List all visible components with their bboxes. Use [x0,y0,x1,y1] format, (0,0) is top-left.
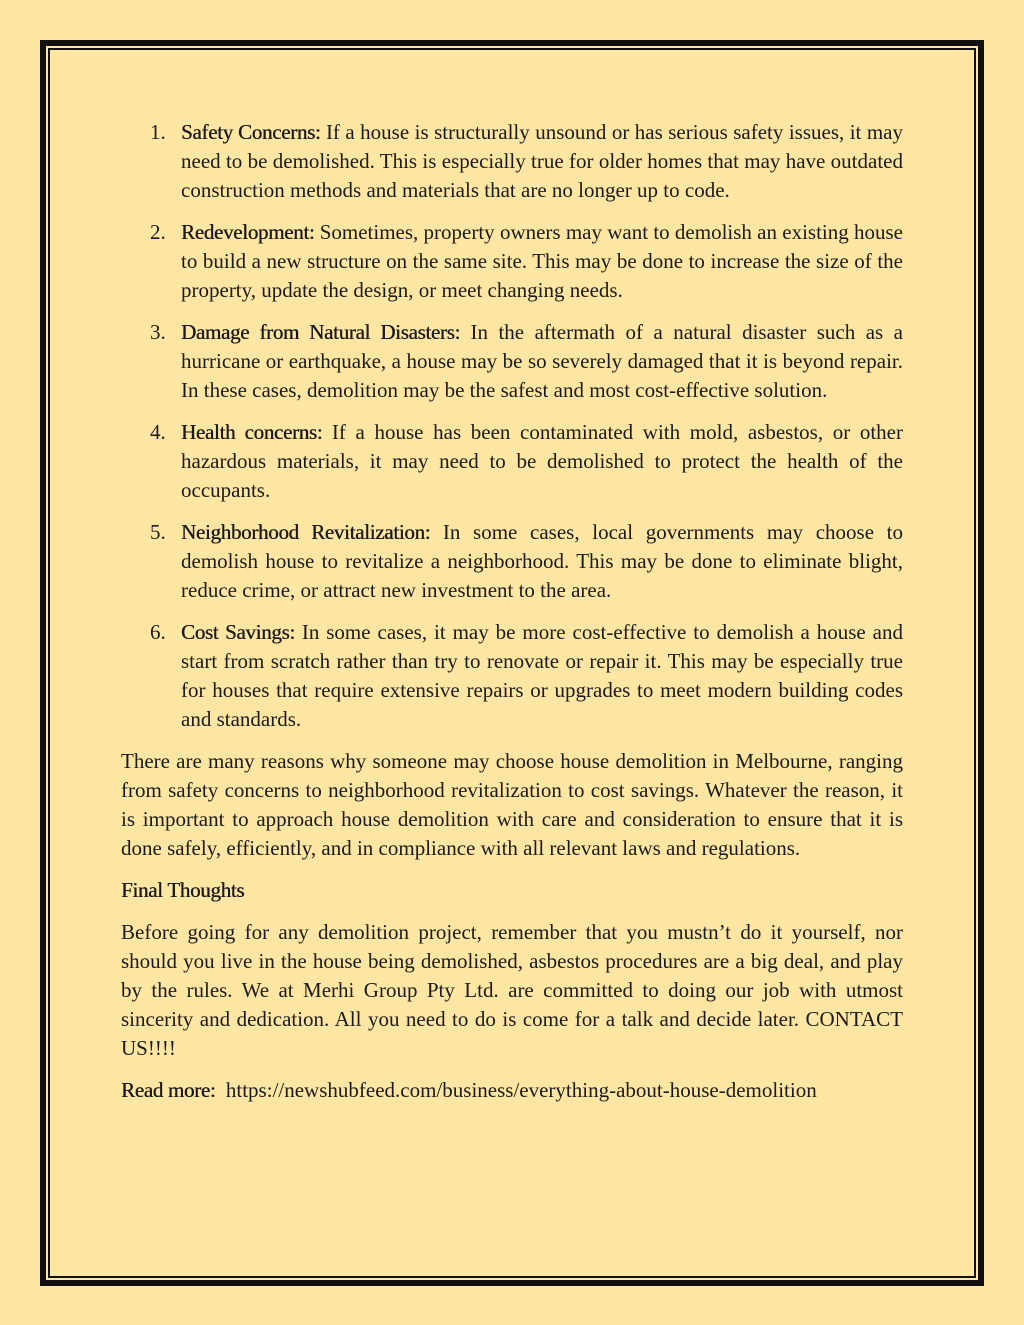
list-item-safety-concerns [121,118,903,205]
list-item-text: In the aftermath of a natural disaster such as a hurricane or earthquake, a house may be so severely damaged that it is beyond repair. In these cases, demolition may be the safest and most cost-effective solution. [181,320,903,402]
list-item-text: In some cases, it may be more cost-effective to demolish a house and start from scratch rather than try to renovate or repair it. This may be especially true for houses that require extensive repairs or upgrades to meet modern building codes and standards. [181,620,903,731]
list-item-title: Cost Savings: [181,620,295,644]
list-number: 2. [150,220,166,244]
list-item-text: If a house has been contaminated with mold, asbestos, or other hazardous materials, it may need to be demolished to protect the health of the occupants. [181,420,903,502]
list-number: 1. [150,120,166,144]
list-item-neighborhood-revitalization [121,518,903,605]
list-number: 6. [150,620,166,644]
list-item-text: In some cases, local governments may choose to demolish house to revitalize a neighborhood. This may be done to eliminate blight, reduce crime, or attract new investment to the area. [181,520,904,602]
list-item-title: Safety Concerns: [181,120,321,144]
list-item-text: Sometimes, property owners may want to demolish an existing house to build a new structure on the same site. This may be done to increase the size of the property, update the design, or meet changing needs. [181,220,904,302]
list-number: 5. [150,520,166,544]
list-item-cost-savings [121,618,903,734]
read-more-label: Read more: [121,1078,216,1102]
final-thoughts-heading: Final Thoughts [121,878,245,902]
summary-paragraph: There are many reasons why someone may choose house demolition in Melbourne, ranging from safety concerns to neighborhood revitalization to cost savings. Whatever the reason, it is important to approach house demolition with care and consideration to ensure that it is done safely, efficiently, and in compliance with all relevant laws and regulations. [121,749,903,860]
read-more-line [121,1076,903,1105]
list-item-title: Damage from Natural Disasters: [181,320,461,344]
read-more-link[interactable]: https://newshubfeed.com/business/everything-about-house-demolition [225,1078,817,1102]
list-item-health-concerns [121,418,903,505]
list-item-redevelopment [121,218,903,305]
list-item-natural-disasters [121,318,903,405]
list-number: 4. [150,420,166,444]
final-thoughts-paragraph: Before going for any demolition project, remember that you mustn’t do it yourself, nor should you live in the house being demolished, asbestos procedures are a big deal, and play by the rules. We at Merhi Group Pty Ltd. are committed to doing our job with utmost sincerity and dedication. All you need to do is come for a talk and decide later. CONTACT US!!!! [121,920,903,1060]
list-item-title: Neighborhood Revitalization: [181,520,431,544]
reasons-list [121,118,903,734]
list-item-title: Health concerns: [181,420,323,444]
list-number: 3. [150,320,166,344]
list-item-title: Redevelopment: [181,220,315,244]
document-body [121,118,903,1105]
list-item-text: If a house is structurally unsound or has serious safety issues, it may need to be demolished. This is especially true for older homes that may have outdated construction methods and materials that are no longer up to code. [181,120,903,202]
